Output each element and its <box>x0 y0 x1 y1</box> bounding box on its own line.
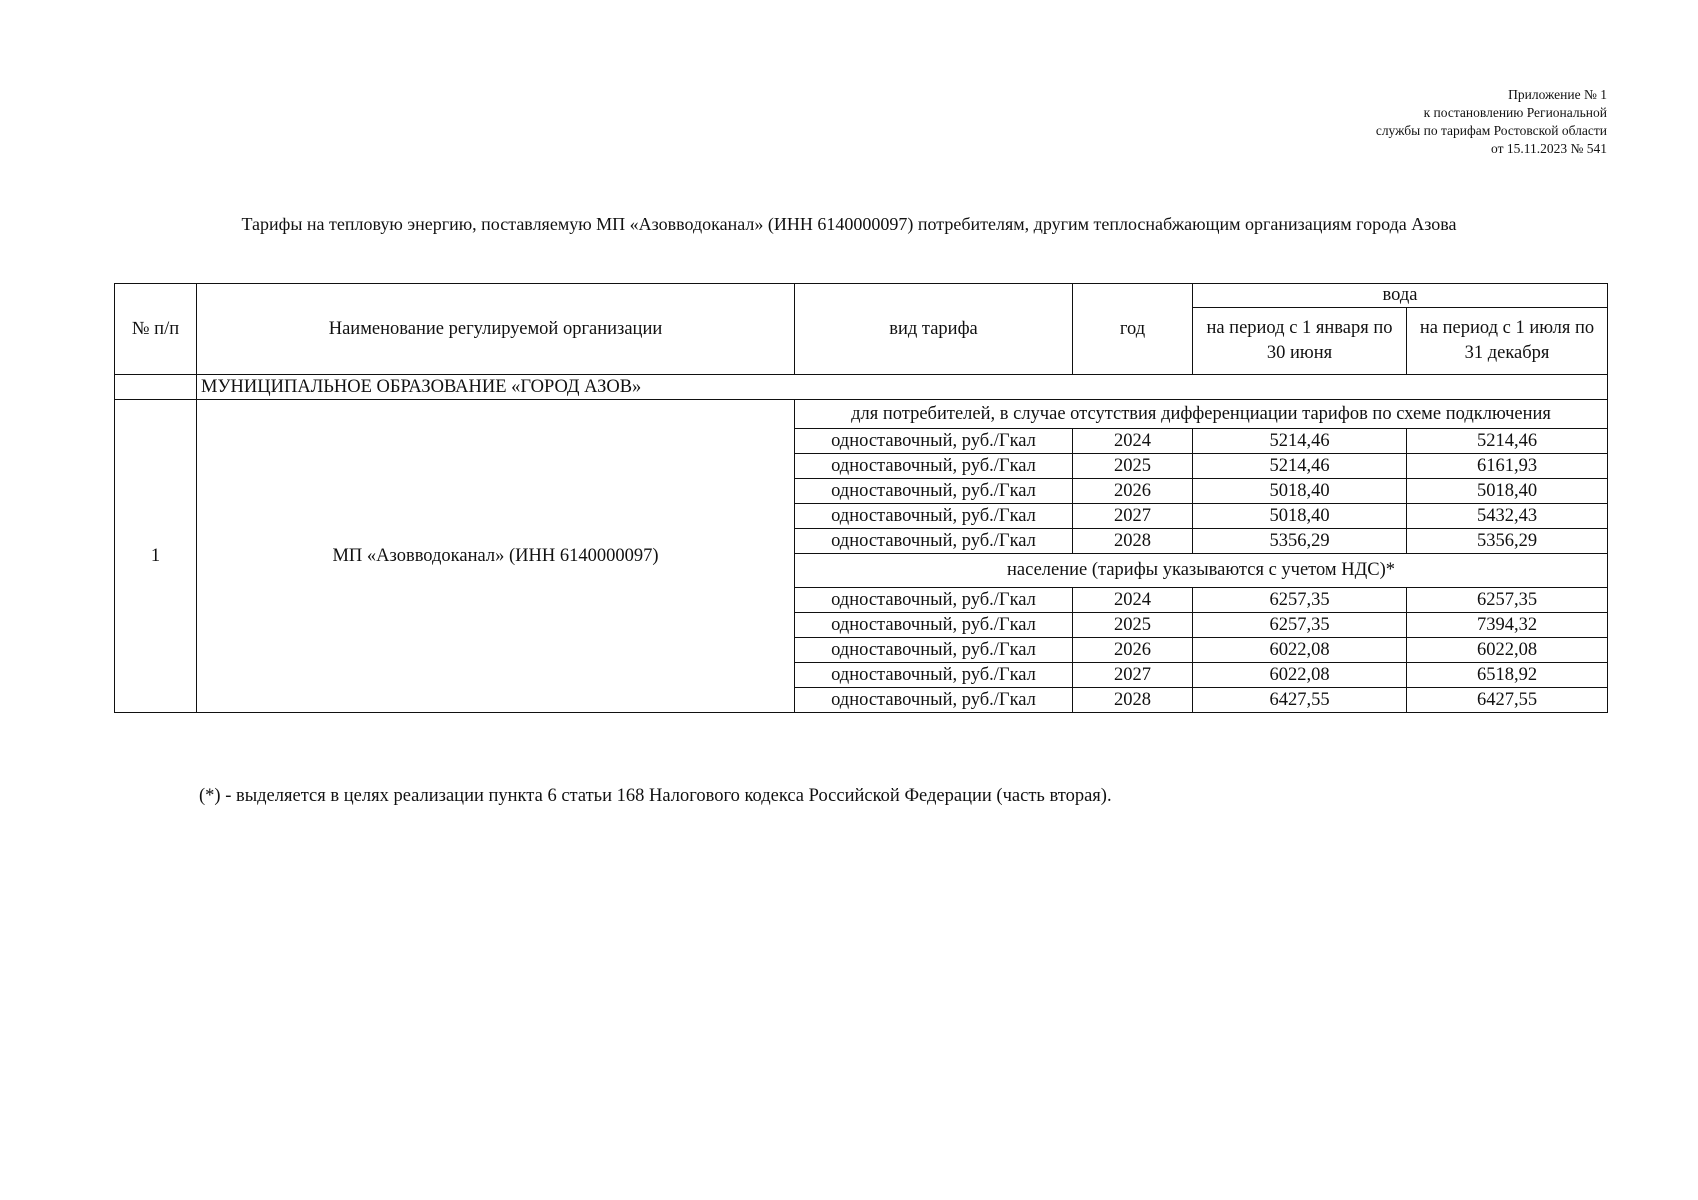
period-2-value: 6257,35 <box>1407 588 1608 613</box>
year-cell: 2028 <box>1073 688 1193 713</box>
section-label: население (тарифы указываются с учетом НДС)* <box>795 554 1608 588</box>
tariffs-table <box>114 283 1608 713</box>
table-body <box>115 375 1608 713</box>
footnote: (*) - выделяется в целях реализации пункта 6 статьи 168 Налогового кодекса Российской Федерации (часть вторая). <box>199 786 1112 806</box>
year-cell: 2024 <box>1073 588 1193 613</box>
period-2-value: 5018,40 <box>1407 479 1608 504</box>
period-2-value: 5214,46 <box>1407 429 1608 454</box>
section-label: для потребителей, в случае отсутствия дифференциации тарифов по схеме подключения <box>795 400 1608 429</box>
period-1-value: 5356,29 <box>1193 529 1407 554</box>
period-2-value: 6161,93 <box>1407 454 1608 479</box>
tariff-type-cell: одноставочный, руб./Гкал <box>795 454 1073 479</box>
period-2-value: 6518,92 <box>1407 663 1608 688</box>
header-period-1: на период с 1 января по 30 июня <box>1193 308 1407 375</box>
period-1-value: 6257,35 <box>1193 588 1407 613</box>
period-2-value: 6022,08 <box>1407 638 1608 663</box>
header-group-water: вода <box>1193 284 1608 308</box>
header-number: № п/п <box>115 284 197 375</box>
year-cell: 2027 <box>1073 504 1193 529</box>
document-title: Тарифы на тепловую энергию, поставляемую МП «Азовводоканал» (ИНН 6140000097) потребителям, другим теплоснабжающим организациям города Азова <box>241 214 1457 234</box>
tariff-type-cell: одноставочный, руб./Гкал <box>795 429 1073 454</box>
tariff-type-cell: одноставочный, руб./Гкал <box>795 613 1073 638</box>
tariff-type-cell: одноставочный, руб./Гкал <box>795 663 1073 688</box>
tariff-type-cell: одноставочный, руб./Гкал <box>795 504 1073 529</box>
period-2-value: 5432,43 <box>1407 504 1608 529</box>
period-2-value: 5356,29 <box>1407 529 1608 554</box>
year-cell: 2026 <box>1073 638 1193 663</box>
year-cell: 2025 <box>1073 613 1193 638</box>
year-cell: 2024 <box>1073 429 1193 454</box>
year-cell: 2025 <box>1073 454 1193 479</box>
municipality-row <box>115 375 1608 400</box>
tariff-type-cell: одноставочный, руб./Гкал <box>795 588 1073 613</box>
appendix-line: к постановлению Региональной <box>1423 105 1607 120</box>
period-1-value: 6427,55 <box>1193 688 1407 713</box>
header-row <box>115 284 1608 308</box>
header-year: год <box>1073 284 1193 375</box>
section-row <box>115 400 1608 429</box>
municipality-label: МУНИЦИПАЛЬНОЕ ОБРАЗОВАНИЕ «ГОРОД АЗОВ» <box>197 375 1608 400</box>
period-1-value: 6022,08 <box>1193 663 1407 688</box>
header-period-2: на период с 1 июля по 31 декабря <box>1407 308 1608 375</box>
tariff-type-cell: одноставочный, руб./Гкал <box>795 638 1073 663</box>
period-1-value: 5214,46 <box>1193 454 1407 479</box>
header-organization: Наименование регулируемой организации <box>197 284 795 375</box>
period-1-value: 6257,35 <box>1193 613 1407 638</box>
empty-cell <box>115 375 197 400</box>
period-2-value: 7394,32 <box>1407 613 1608 638</box>
organization-name: МП «Азовводоканал» (ИНН 6140000097) <box>197 400 795 713</box>
tariff-type-cell: одноставочный, руб./Гкал <box>795 529 1073 554</box>
year-cell: 2026 <box>1073 479 1193 504</box>
period-1-value: 6022,08 <box>1193 638 1407 663</box>
year-cell: 2028 <box>1073 529 1193 554</box>
period-1-value: 5018,40 <box>1193 479 1407 504</box>
header-tariff-type: вид тарифа <box>795 284 1073 375</box>
tariff-type-cell: одноставочный, руб./Гкал <box>795 688 1073 713</box>
year-cell: 2027 <box>1073 663 1193 688</box>
appendix-line: службы по тарифам Ростовской области <box>1375 123 1607 138</box>
appendix-line: Приложение № 1 <box>1508 87 1607 102</box>
tariff-type-cell: одноставочный, руб./Гкал <box>795 479 1073 504</box>
period-1-value: 5018,40 <box>1193 504 1407 529</box>
period-1-value: 5214,46 <box>1193 429 1407 454</box>
appendix-header <box>1376 86 1607 158</box>
period-2-value: 6427,55 <box>1407 688 1608 713</box>
row-number: 1 <box>115 400 197 713</box>
appendix-line: от 15.11.2023 № 541 <box>1491 141 1607 156</box>
